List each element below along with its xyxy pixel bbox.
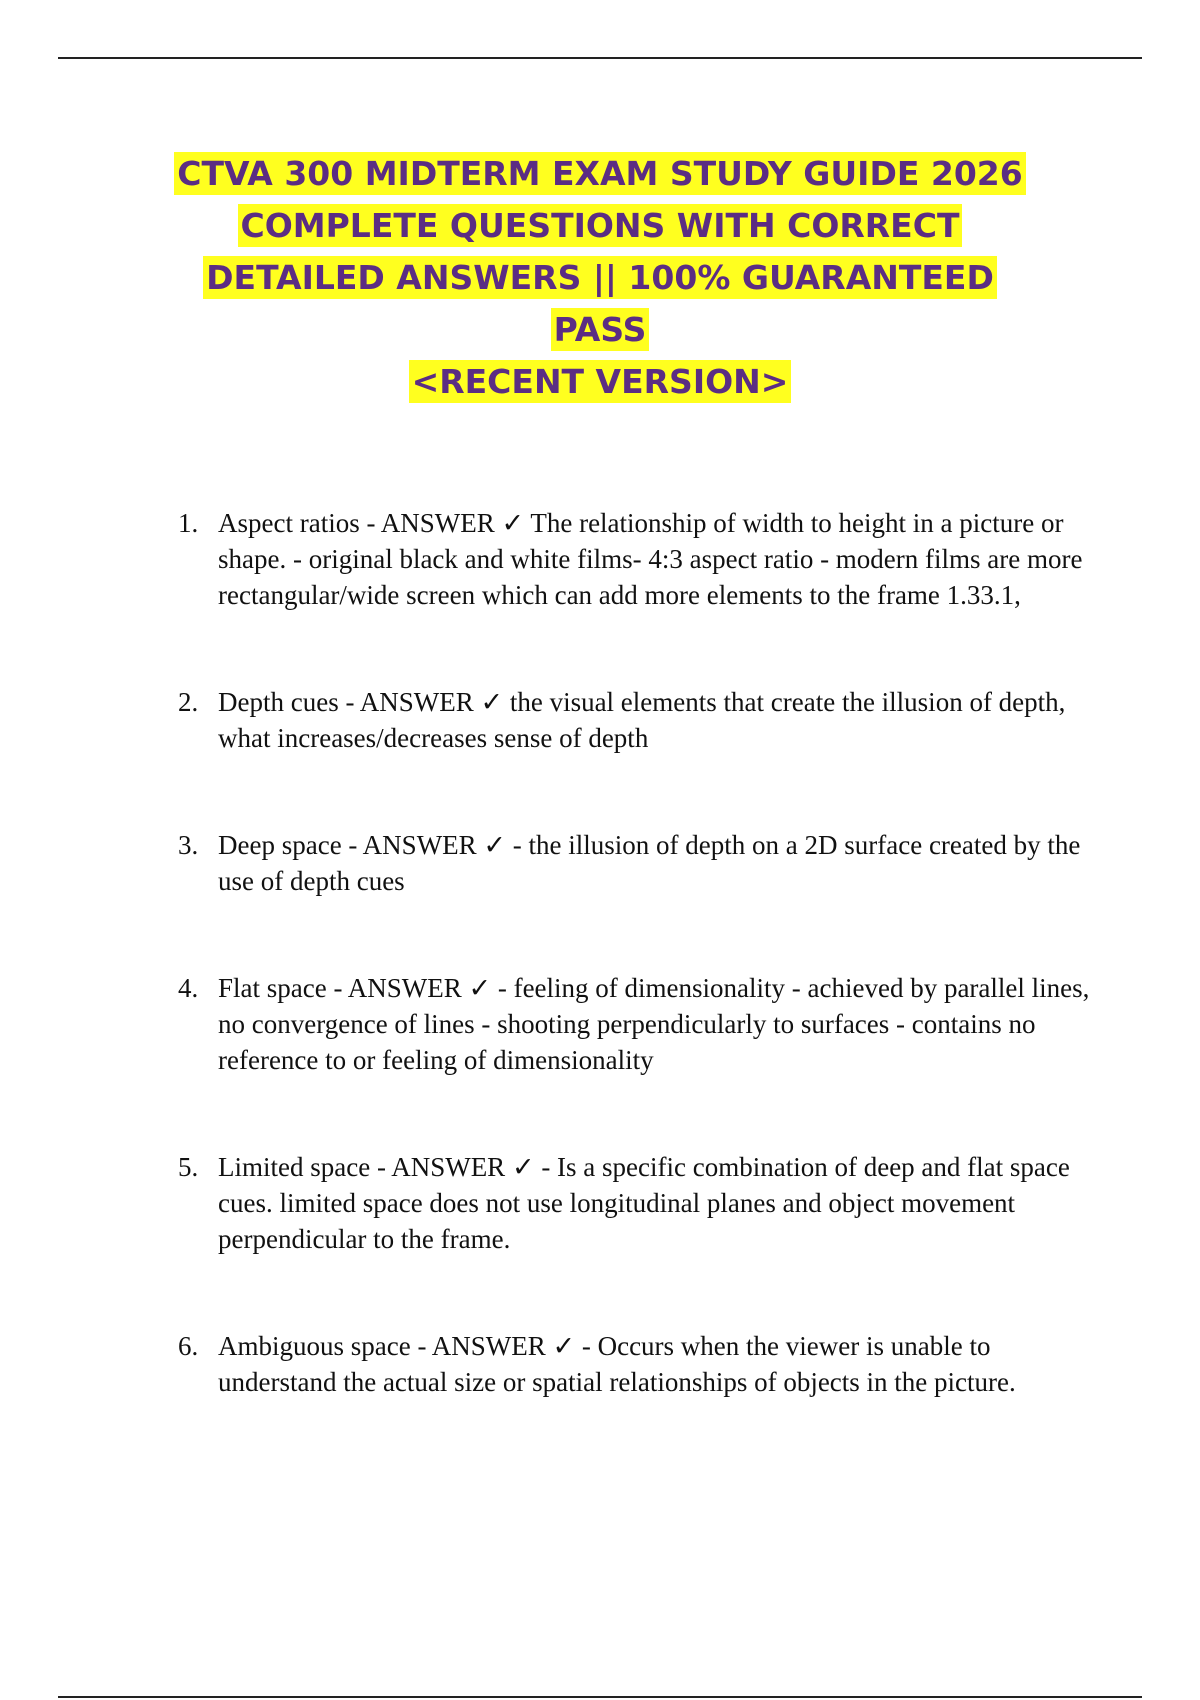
qa-item-2 bbox=[178, 684, 1098, 756]
qa-item-1 bbox=[178, 505, 1098, 613]
item-number: 6. bbox=[178, 1331, 199, 1361]
item-number: 4. bbox=[178, 973, 199, 1003]
title-line-5: <RECENT VERSION> bbox=[409, 360, 792, 403]
item-number: 1. bbox=[178, 508, 199, 538]
qa-item-6 bbox=[178, 1328, 1098, 1400]
title-line-2: COMPLETE QUESTIONS WITH CORRECT bbox=[238, 204, 963, 247]
item-text: Flat space - ANSWER ✓ - feeling of dimensionality - achieved by parallel lines, no convergence of lines - shooting perpendicularly to surfaces - contains no reference to or feeling of dimensionality bbox=[218, 973, 1090, 1075]
item-text: Ambiguous space - ANSWER ✓ - Occurs when the viewer is unable to understand the actual size or spatial relationships of objects in the picture. bbox=[218, 1331, 1016, 1397]
qa-item-5 bbox=[178, 1149, 1098, 1257]
item-number: 3. bbox=[178, 830, 199, 860]
document-title bbox=[100, 148, 1100, 408]
item-number: 2. bbox=[178, 687, 199, 717]
title-line-4: PASS bbox=[551, 308, 650, 351]
qa-item-4 bbox=[178, 970, 1098, 1078]
top-rule bbox=[58, 57, 1142, 59]
title-line-3: DETAILED ANSWERS || 100% GUARANTEED bbox=[203, 256, 997, 299]
item-text: Limited space - ANSWER ✓ - Is a specific combination of deep and flat space cues. limited space does not use longitudinal planes and object movement perpendicular to the frame. bbox=[218, 1152, 1070, 1254]
item-number: 5. bbox=[178, 1152, 199, 1182]
item-text: Deep space - ANSWER ✓ - the illusion of depth on a 2D surface created by the use of depth cues bbox=[218, 830, 1081, 896]
qa-item-3 bbox=[178, 827, 1098, 899]
qa-list bbox=[178, 505, 1098, 1400]
item-text: Aspect ratios - ANSWER ✓ The relationship of width to height in a picture or shape. - original black and white films- 4:3 aspect ratio - modern films are more rectangular/wide screen which can add more elements to the frame 1.33.1, bbox=[218, 508, 1083, 610]
bottom-rule bbox=[58, 1696, 1142, 1698]
item-text: Depth cues - ANSWER ✓ the visual elements that create the illusion of depth, what increases/decreases sense of depth bbox=[218, 687, 1066, 753]
title-line-1: CTVA 300 MIDTERM EXAM STUDY GUIDE 2026 bbox=[174, 152, 1025, 195]
